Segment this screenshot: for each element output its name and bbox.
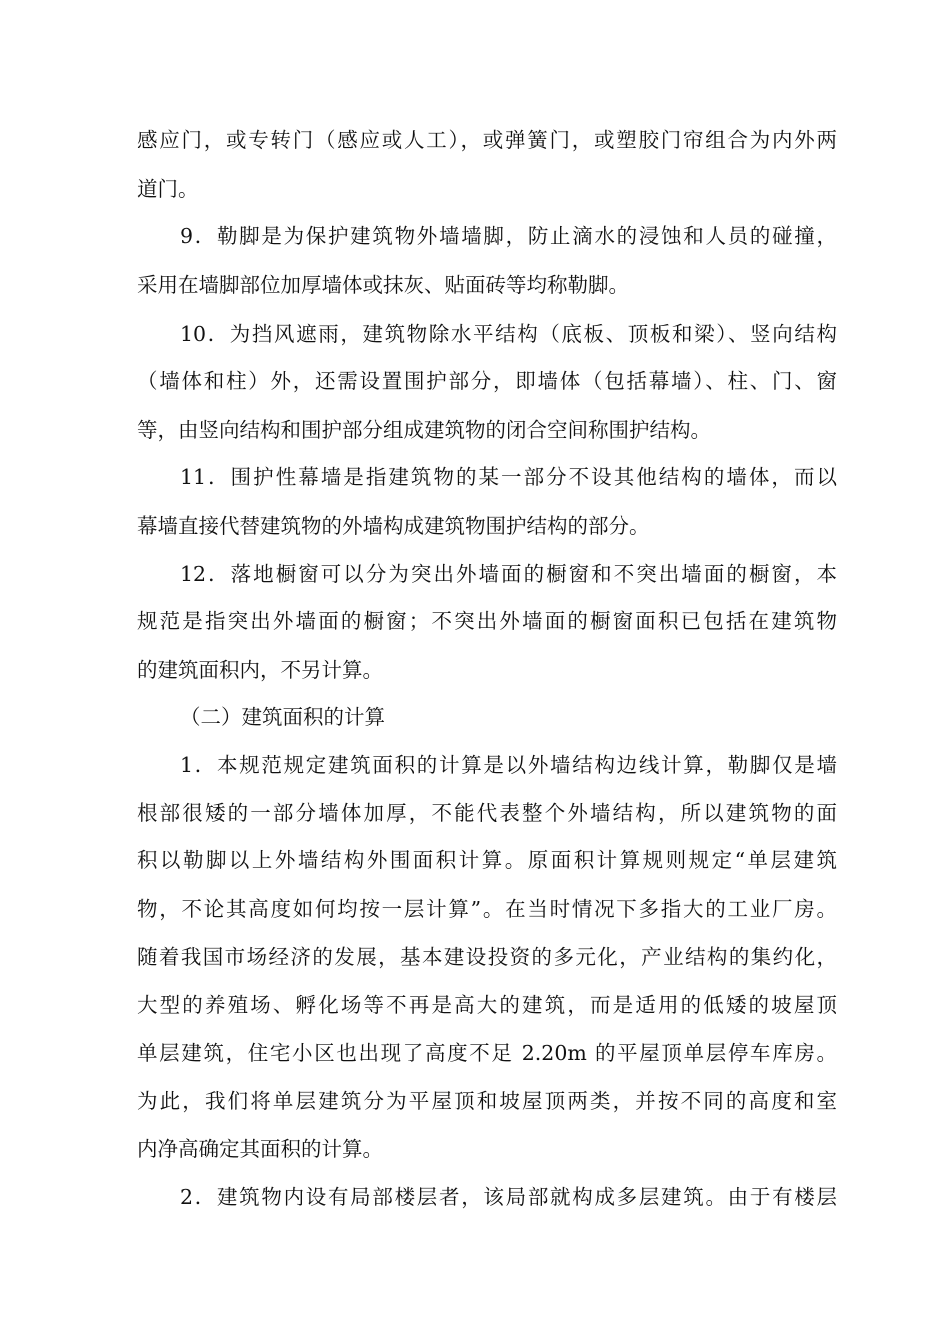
section-item-1-line-8: 为此，我们将单层建筑分为平屋顶和坡屋顶两类，并按不同的高度和室: [137, 1089, 837, 1113]
section-item-1-line-5: 随着我国市场经济的发展，基本建设投资的多元化，产业结构的集约化，: [137, 945, 837, 969]
item-11-line-1: 11．围护性幕墙是指建筑物的某一部分不设其他结构的墙体，而以: [180, 465, 837, 489]
item-9-line-2: 采用在墙脚部位加厚墙体或抹灰、贴面砖等均称勒脚。: [137, 273, 629, 297]
section-item-2-line-1: 2．建筑物内设有局部楼层者，该局部就构成多层建筑。由于有楼层: [180, 1185, 837, 1209]
section-item-1-line-3: 积以勒脚以上外墙结构外围面积计算。原面积计算规则规定“单层建筑: [137, 848, 837, 872]
item-10-line-2: （墙体和柱）外，还需设置围护部分，即墙体（包括幕墙）、柱、门、窗: [137, 369, 837, 393]
paragraph-continuation-line-1: 感应门，或专转门（感应或人工），或弹簧门，或塑胶门帘组合为内外两: [137, 128, 837, 152]
section-heading: （二）建筑面积的计算: [180, 705, 385, 729]
paragraph-continuation-line-2: 道门。: [137, 177, 199, 201]
section-item-1-line-6: 大型的养殖场、孵化场等不再是高大的建筑，而是适用的低矮的坡屋顶: [137, 993, 837, 1017]
item-12-line-1: 12．落地橱窗可以分为突出外墙面的橱窗和不突出墙面的橱窗，本: [180, 562, 837, 586]
section-item-1-line-4: 物，不论其高度如何均按一层计算”。在当时情况下多指大的工业厂房。: [137, 897, 837, 921]
section-item-1-line-2: 根部很矮的一部分墙体加厚，不能代表整个外墙结构，所以建筑物的面: [137, 801, 837, 825]
item-10-line-1: 10．为挡风遮雨，建筑物除水平结构（底板、顶板和梁）、竖向结构: [180, 322, 837, 346]
item-9-line-1: 9．勒脚是为保护建筑物外墙墙脚，防止滴水的浸蚀和人员的碰撞，: [180, 224, 837, 248]
item-11-line-2: 幕墙直接代替建筑物的外墙构成建筑物围护结构的部分。: [137, 514, 650, 538]
item-12-line-2: 规范是指突出外墙面的橱窗；不突出外墙面的橱窗面积已包括在建筑物: [137, 609, 837, 633]
section-item-1-line-7: 单层建筑，住宅小区也出现了高度不足 2.20m 的平屋顶单层停车库房。: [137, 1041, 837, 1065]
item-10-line-3: 等，由竖向结构和围护部分组成建筑物的闭合空间称围护结构。: [137, 418, 711, 442]
item-12-line-3: 的建筑面积内，不另计算。: [137, 658, 383, 682]
section-item-1-line-9: 内净高确定其面积的计算。: [137, 1137, 383, 1161]
section-item-1-line-1: 1．本规范规定建筑面积的计算是以外墙结构边线计算，勒脚仅是墙: [180, 753, 837, 777]
